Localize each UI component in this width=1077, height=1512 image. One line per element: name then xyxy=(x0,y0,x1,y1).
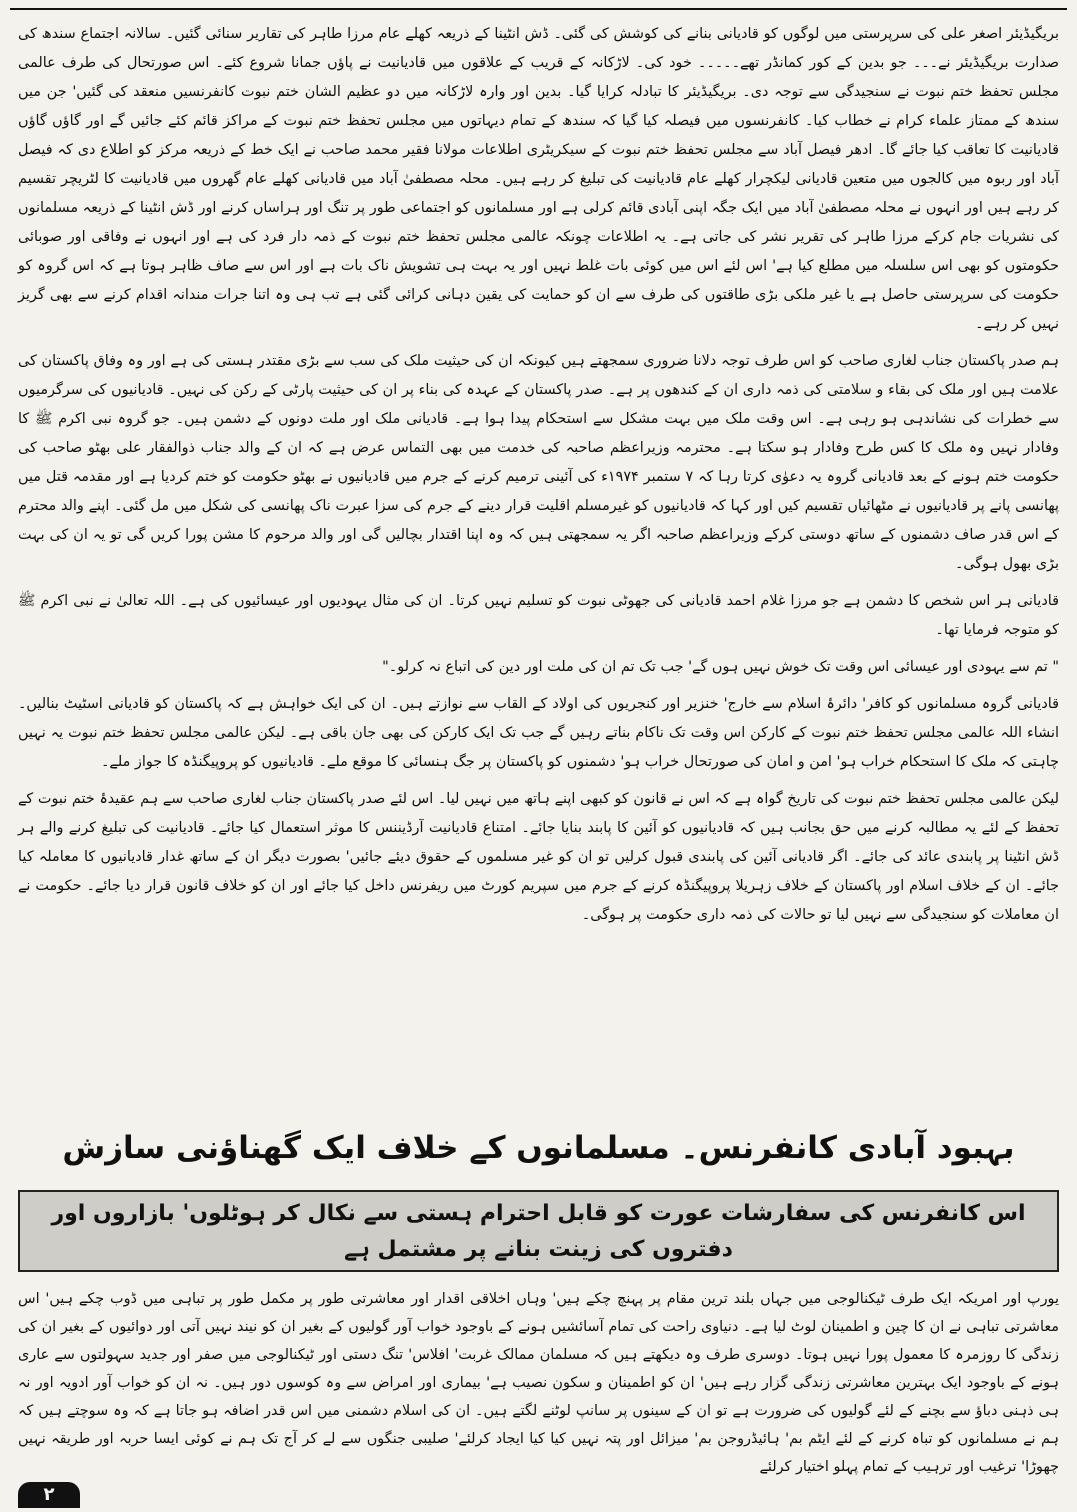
quote-paragraph: " تم سے یہودی اور عیسائی اس وقت تک خوش نہیں ہوں گے' جب تک تم ان کی ملت اور دین کی اتباع نہ کرلو۔" xyxy=(382,659,1059,675)
article-body-upper xyxy=(18,20,1059,938)
top-rule xyxy=(10,8,1067,10)
paragraph: ہم صدر پاکستان جناب لغاری صاحب کو اس طرف توجہ دلانا ضروری سمجھتے ہیں کیونکہ ان کی حیثیت ملک کی سب سے بڑی مقتدر ہستی کی ہے اور وہ وفاق پاکستان کی علامت ہیں اور ملک کی بقاء و سلامتی کی ذمہ داری ان کے کندھوں پر ہے۔ صدر پاکستان کے عہدہ کی بناء پر ان کی حیثیت پارٹی کے رکن کی نہیں۔ قادیانیوں کی سرگرمیوں سے خطرات کی نشاندہی ہو رہی ہے۔ اس وقت ملک میں بہت مشکل سے استحکام پیدا ہوا ہے۔ قادیانی ملک اور ملت دونوں کے دشمن ہیں۔ جو گروہ نبی اکرم ﷺ کا وفادار نہیں وہ ملک کا کس طرح وفادار ہو سکتا ہے۔ محترمہ وزیراعظم صاحبہ کی خدمت میں بھی التماس عرض ہے کہ ان کے والد جناب ذوالفقار علی بھٹو صاحب کی حکومت ختم ہونے کے بعد قادیانی گروہ یہ دعوٰی کرتا رہا کہ ۷ ستمبر ۱۹۷۴ء کی آئینی ترمیم کرنے کے جرم میں قادیانیوں نے بھٹو حکومت کو ختم کردیا ہے اور مقدمہ قتل میں پھانسی پانے پر قادیانیوں نے مٹھائیاں تقسیم کیں اور کہا کہ قادیانیوں کو غیرمسلم اقلیت قرار دینے کے جرم کی سزا عبرت ناک پھانسی کی شکل میں مل گئی۔ اپنے والد محترم کے اس قدر صاف دشمنوں کے ساتھ دوستی کرکے وزیراعظم صاحبہ اگر یہ سمجھتی ہیں کہ وہ اپنا اقتدار بچالیں گی اور والد مرحوم کا مشن پورا کریں گی تو یہ ان کی بہت بڑی بھول ہوگی۔ xyxy=(18,353,1059,572)
article-subheadline-box: اس کانفرنس کی سفارشات عورت کو قابل احترام ہستی سے نکال کر ہوٹلوں' بازاروں اور دفتروں کی زینت بنانے پر مشتمل ہے xyxy=(18,1190,1059,1272)
paragraph: قادیانی گروہ مسلمانوں کو کافر' دائرۂ اسلام سے خارج' خنزیر اور کنجریوں کی اولاد کے القاب سے نوازتے ہیں۔ ان کی ایک خواہش ہے کہ پاکستان کو قادیانی اسٹیٹ بنالیں۔ انشاء اللہ عالمی مجلس تحفظ ختم نبوت کے کارکن اس وقت تک ناکام بناتے رہیں گے جب تک ایک کارکن کی بھی جان باقی ہے۔ لیکن عالمی مجلس تحفظ ختم نبوت یہ نہیں چاہتی کہ ملک کا استحکام خراب ہو' امن و امان کی صورتحال خراب ہو' دشمنوں کو پاکستان پر جگ ہنسائی کا موقع ملے۔ قادیانیوں کو پروپیگنڈہ کا جواز ملے۔ xyxy=(18,696,1059,770)
paragraph: بریگیڈیئر اصغر علی کی سرپرستی میں لوگوں کو قادیانی بنانے کی کوشش کی گئی۔ ڈش انٹینا کے ذریعہ کھلے عام مرزا طاہر کی تقاریر سنائی گئیں۔ سالانہ اجتماع سندھ کی صدارت بریگیڈیئر نے۔۔۔ جو بدین کے کور کمانڈر تھے۔۔۔۔۔ خود کی۔ لاڑکانہ کے قریب کے علاقوں میں قادیانیت نے پاؤں جمانا شروع کئے۔ اس صورتحال کی طرف عالمی مجلس تحفظ ختم نبوت نے سنجیدگی سے توجہ دی۔ بریگیڈیئر کا تبادلہ کرایا گیا۔ بدین اور وارہ لاڑکانہ میں دو عظیم الشان ختم نبوت کانفرنسیں منعقد کی گئیں' جن میں سندھ کے ممتاز علماء کرام نے خطاب کیا۔ کانفرنسوں میں فیصلہ کیا گیا کہ سندھ کے تمام دیہاتوں میں مجلس تحفظ ختم نبوت کے مراکز قائم کئے جائیں گے اور گاؤں گاؤں قادیانیت کا تعاقب کیا جائے گا۔ ادھر فیصل آباد سے مجلس تحفظ ختم نبوت کے سیکریٹری اطلاعات مولانا فقیر محمد صاحب نے ایک خط کے ذریعہ مرکز کو اطلاع دی کہ فیصل آباد اور ربوہ میں کالجوں میں متعین قادیانی لیکچرار کھلے عام قادیانیت کی تبلیغ کر رہے ہیں۔ محلہ مصطفیٰ آباد میں قادیانی کھلے عام گھروں میں قادیانیت کا لٹریچر تقسیم کر رہے ہیں اور انہوں نے محلہ مصطفیٰ آباد میں ایک جگہ اپنی آبادی قائم کرلی ہے اور مسلمانوں کو اجتماعی طور پر تنگ اور ہراساں کرنے اور ڈش انٹینا کے ذریعہ مسلمانوں کی نشریات جام کرکے مرزا طاہر کی تقریر نشر کی جاتی ہے۔ یہ اطلاعات چونکہ عالمی مجلس تحفظ ختم نبوت کے ذمہ دار فرد کی ہے اور انہوں نے وفاقی اور صوبائی حکومتوں کو بھی اس سلسلہ میں مطلع کیا ہے' اس لئے اس میں کوئی بات غلط نہیں اور یہ بہت ہی تشویش ناک بات ہے اور اس سے صاف ظاہر ہوتا ہے کہ اس گروہ کو حکومت کی سرپرستی حاصل ہے یا غیر ملکی بڑی طاقتوں کی طرف سے ان کو حمایت کی یقین دہانی کرائی گئی ہے تب ہی وہ اتنا جرات مندانہ اقدام کرنے سے بھی گریز نہیں کر رہے۔ xyxy=(18,26,1059,332)
article-headline: بہبود آبادی کانفرنس۔ مسلمانوں کے خلاف ایک گھناؤنی سازش xyxy=(62,1130,1015,1166)
article-body-lower xyxy=(18,1285,1059,1481)
paragraph: لیکن عالمی مجلس تحفظ ختم نبوت کی تاریخ گواہ ہے کہ اس نے قانون کو کبھی اپنے ہاتھ میں نہیں لیا۔ اس لئے صدر پاکستان جناب لغاری صاحب سے ہم عقیدۂ ختم نبوت کے تحفظ کے لئے یہ مطالبہ کرنے میں حق بجانب ہیں کہ قادیانیوں کو آئین کا پابند بنایا جائے۔ امتناع قادیانیت آرڈیننس کا موثر استعمال کیا جائے۔ قادیانیت کی تبلیغ کرنے والے ہر ڈش انٹینا پر پابندی عائد کی جائے۔ اگر قادیانی آئین کی پابندی قبول کرلیں تو ان کو غیر مسلموں کے حقوق دیئے جائیں' بصورت دیگر ان کے ساتھ غدار قادیانیوں کا معاملہ کیا جائے۔ ان کے خلاف اسلام اور پاکستان کے خلاف زہریلا پروپیگنڈہ کرنے کے جرم میں سپریم کورٹ میں ریفرنس داخل کیا جائے اور ان کو خلاف قانون قرار دیا جائے۔ حکومت نے ان معاملات کو سنجیدگی سے نہیں لیا تو حالات کی ذمہ داری حکومت پر ہوگی۔ xyxy=(18,791,1059,923)
page-number: ۲ xyxy=(18,1482,80,1508)
paragraph: یورپ اور امریکہ ایک طرف ٹیکنالوجی میں جہاں بلند ترین مقام پر پہنچ چکے ہیں' وہاں اخلاقی اقدار اور معاشرتی طور پر مکمل طور پر تباہی میں ڈوب چکے ہیں' اس معاشرتی تباہی نے ان کا چین و اطمینان لوٹ لیا ہے۔ دنیاوی راحت کی تمام آسائشیں ہونے کے باوجود خواب آور گولیوں کے بغیر ان کو نیند نہیں آتی اور دوائیوں کے بغیر ان کی زندگی کا روزمرہ کا معمول پورا نہیں ہوتا۔ دوسری طرف وہ دیکھتے ہیں کہ مسلمان ممالک غربت' افلاس' تنگ دستی اور ٹیکنالوجی میں صفر اور جدید سہولتوں سے عاری ہونے کے باوجود ایک بہترین معاشرتی زندگی گزار رہے ہیں' ان کو اطمینان و سکون نصیب ہے' بیماری اور امراض سے وہ کوسوں دور ہیں۔ نہ ان کو خواب آور ادویہ اور نہ ہی ذہنی دباؤ سے بچنے کے لئے گولیوں کی ضرورت ہے تو ان کے سینوں پر سانپ لوٹنے لگتے ہیں۔ ان کی اسلام دشمنی میں اس قدر اضافہ ہو جاتا ہے کہ وہ سوچتے ہیں کہ ہم نے مسلمانوں کو تباہ کرنے کے لئے ایٹم بم' ہائیڈروجن بم' میزائل اور پتہ نہیں کیا کیا ایجاد کرلئے' صلیبی جنگوں سے لے کر آج تک ہم نے کوئی ایسا حربہ اور طریقہ نہیں چھوڑا' ترغیب اور ترہیب کے تمام پہلو اختیار کرلئے xyxy=(18,1291,1059,1475)
paragraph: قادیانی ہر اس شخص کا دشمن ہے جو مرزا غلام احمد قادیانی کی جھوٹی نبوت کو تسلیم نہیں کرتا۔ ان کی مثال یہودیوں اور عیسائیوں کی ہے۔ اللہ تعالیٰ نے نبی اکرم ﷺ کو متوجہ فرمایا تھا۔ xyxy=(18,593,1059,638)
